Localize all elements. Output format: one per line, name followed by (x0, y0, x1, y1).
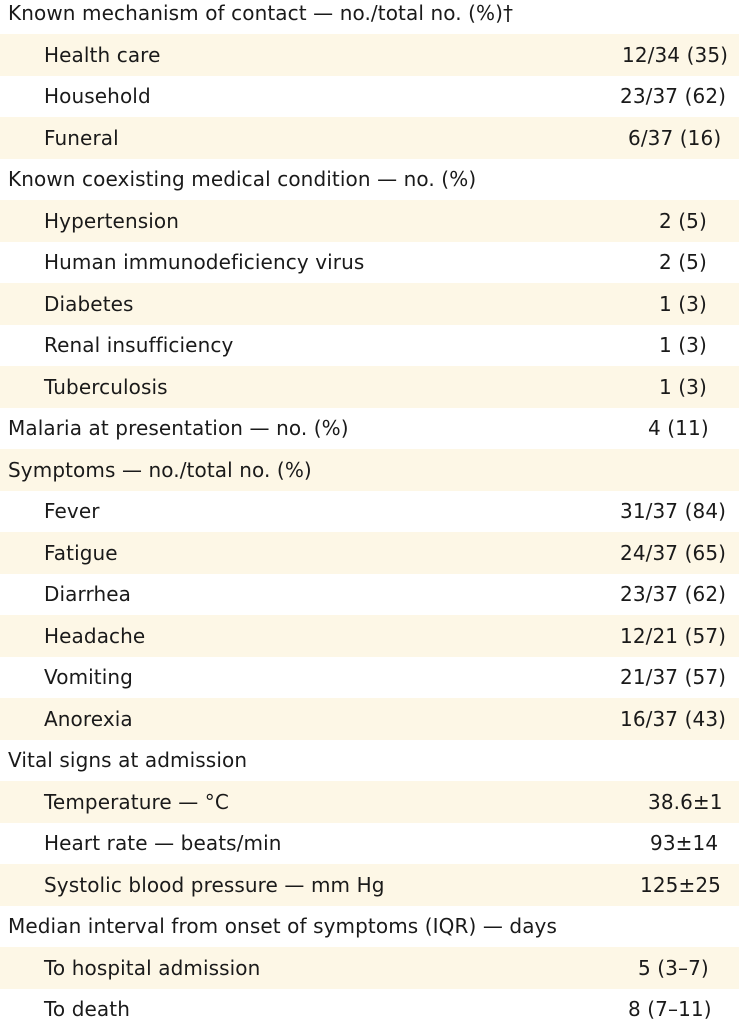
row-value: 21/37 (57) (620, 665, 727, 690)
row-value: 1 (3) (659, 374, 707, 399)
row-value: 23/37 (62) (620, 84, 727, 109)
table-row (0, 698, 739, 740)
row-label: Health care (44, 42, 161, 67)
table-row (0, 325, 739, 367)
row-label: Fatigue (44, 540, 118, 565)
table-row (0, 283, 739, 325)
row-label: Systolic blood pressure — mm Hg (44, 872, 385, 897)
table-row (0, 200, 739, 242)
row-label: Anorexia (44, 706, 133, 731)
row-label: Headache (44, 623, 146, 648)
row-label: Vital signs at admission (8, 748, 248, 773)
row-value: 2 (5) (659, 250, 707, 275)
table-row (0, 823, 739, 865)
row-value: 4 (11) (648, 416, 709, 441)
table-row (0, 615, 739, 657)
row-value: 2 (5) (659, 208, 707, 233)
row-value: 1 (3) (659, 333, 707, 358)
row-label: Diabetes (44, 291, 134, 316)
row-label: To hospital admission (44, 955, 261, 980)
row-value: 31/37 (84) (620, 499, 727, 524)
table-row (0, 491, 739, 533)
row-label: Renal insufficiency (44, 333, 234, 358)
row-value: 6/37 (16) (628, 125, 722, 150)
table-row (0, 781, 739, 823)
row-label: Household (44, 84, 151, 109)
row-label: Malaria at presentation — no. (%) (8, 416, 349, 441)
table-row (0, 34, 739, 76)
row-label: Human immunodeficiency virus (44, 250, 365, 275)
row-value: 12/21 (57) (620, 623, 727, 648)
row-label: Diarrhea (44, 582, 131, 607)
row-label: Median interval from onset of symptoms (IQR) — days (8, 914, 558, 939)
row-value: 38.6±1 (648, 789, 723, 814)
table-row (0, 864, 739, 906)
table-row (0, 0, 739, 34)
table-row (0, 906, 739, 948)
table-row (0, 740, 739, 782)
row-label: To death (44, 997, 130, 1022)
row-value: 12/34 (35) (622, 42, 729, 67)
row-value: 5 (3–7) (638, 955, 709, 980)
table-row (0, 947, 739, 989)
table-row (0, 76, 739, 118)
row-value: 1 (3) (659, 291, 707, 316)
row-value: 23/37 (62) (620, 582, 727, 607)
row-value: 93±14 (650, 831, 719, 856)
table-row (0, 117, 739, 159)
row-value: 125±25 (640, 872, 721, 897)
row-value: 16/37 (43) (620, 706, 727, 731)
row-label: Vomiting (44, 665, 133, 690)
row-label: Tuberculosis (44, 374, 168, 399)
row-label: Funeral (44, 125, 119, 150)
table-row (0, 532, 739, 574)
table-row (0, 989, 739, 1031)
table-row (0, 366, 739, 408)
row-label: Known coexisting medical condition — no. (%) (8, 167, 477, 192)
row-value: 8 (7–11) (628, 997, 712, 1022)
table-row (0, 449, 739, 491)
row-label: Known mechanism of contact — no./total no. (%)† (8, 1, 514, 25)
table-row (0, 408, 739, 450)
table-row (0, 657, 739, 699)
row-label: Hypertension (44, 208, 180, 233)
table-row (0, 242, 739, 284)
row-label: Symptoms — no./total no. (%) (8, 457, 312, 482)
table-row (0, 574, 739, 616)
table-row (0, 159, 739, 201)
row-value: 24/37 (65) (620, 540, 727, 565)
row-label: Fever (44, 499, 100, 524)
row-label: Heart rate — beats/min (44, 831, 282, 856)
row-label: Temperature — °C (44, 789, 229, 814)
